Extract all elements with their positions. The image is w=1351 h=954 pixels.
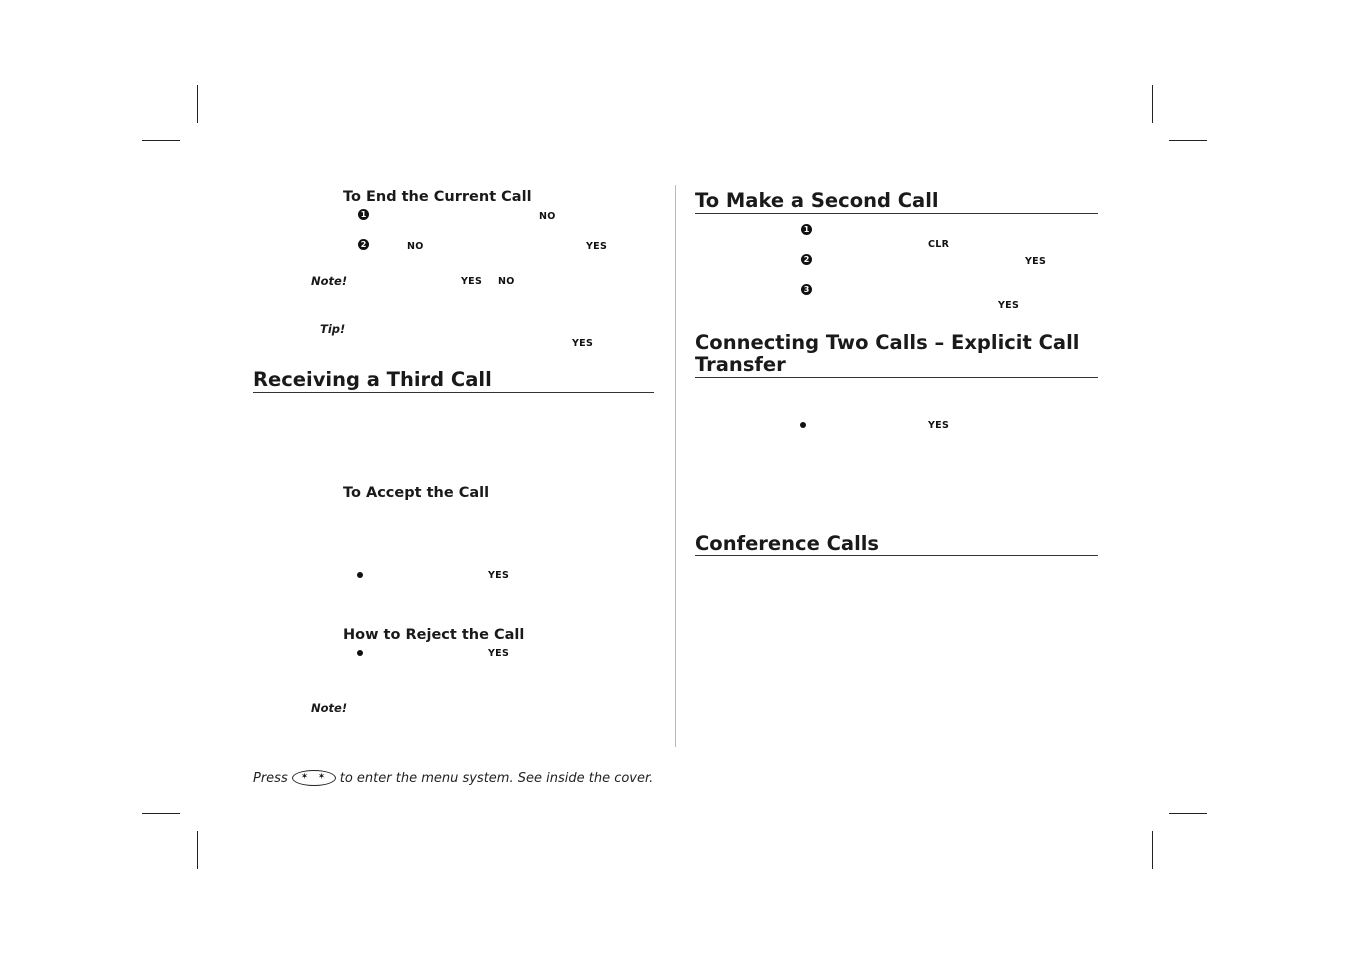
key-yes: YES [461, 276, 483, 287]
key-yes: YES [1025, 256, 1047, 267]
third-call-heading: Receiving a Third Call [253, 368, 492, 391]
crop-mark [197, 831, 198, 869]
key-no: NO [498, 276, 515, 287]
heading-rule [253, 392, 654, 393]
end-call-heading: To End the Current Call [343, 189, 532, 205]
bullet [357, 650, 363, 656]
key-yes: YES [488, 570, 510, 581]
key-yes: YES [572, 338, 594, 349]
menu-key-icon: ✶ ✶ [292, 770, 336, 786]
transfer-heading-line1: Connecting Two Calls – Explicit Call [695, 331, 1080, 354]
step-2-icon: 2 [358, 239, 369, 250]
conference-heading: Conference Calls [695, 532, 880, 555]
step-1-icon: 1 [358, 209, 369, 220]
accept-call-heading: To Accept the Call [343, 485, 490, 501]
key-yes: YES [998, 300, 1020, 311]
crop-mark [1169, 813, 1207, 814]
heading-rule [695, 555, 1098, 556]
crop-mark [142, 140, 180, 141]
crop-mark [197, 85, 198, 123]
key-yes: YES [586, 241, 608, 252]
step-3-icon: 3 [801, 284, 812, 295]
key-no: NO [539, 211, 556, 222]
crop-mark [1152, 85, 1153, 123]
second-call-heading: To Make a Second Call [695, 189, 939, 212]
reject-call-heading: How to Reject the Call [343, 627, 525, 643]
key-no: NO [407, 241, 424, 252]
tip-label: Tip! [320, 322, 346, 336]
bullet [800, 422, 806, 428]
note-label: Note! [311, 701, 348, 715]
transfer-heading-line2: Transfer [695, 353, 786, 376]
heading-rule [695, 377, 1098, 378]
footer-press: Press [253, 770, 288, 786]
footer [253, 770, 653, 786]
crop-mark [142, 813, 180, 814]
crop-mark [1152, 831, 1153, 869]
step-2-icon: 2 [801, 254, 812, 265]
key-clr: CLR [928, 239, 950, 250]
step-1-icon: 1 [801, 224, 812, 235]
footer-text: to enter the menu system. See inside the cover. [339, 770, 654, 786]
column-divider [675, 185, 676, 747]
note-label: Note! [311, 274, 348, 288]
key-yes: YES [488, 648, 510, 659]
heading-rule [695, 213, 1098, 214]
bullet [357, 572, 363, 578]
crop-mark [1169, 140, 1207, 141]
key-yes: YES [928, 420, 950, 431]
